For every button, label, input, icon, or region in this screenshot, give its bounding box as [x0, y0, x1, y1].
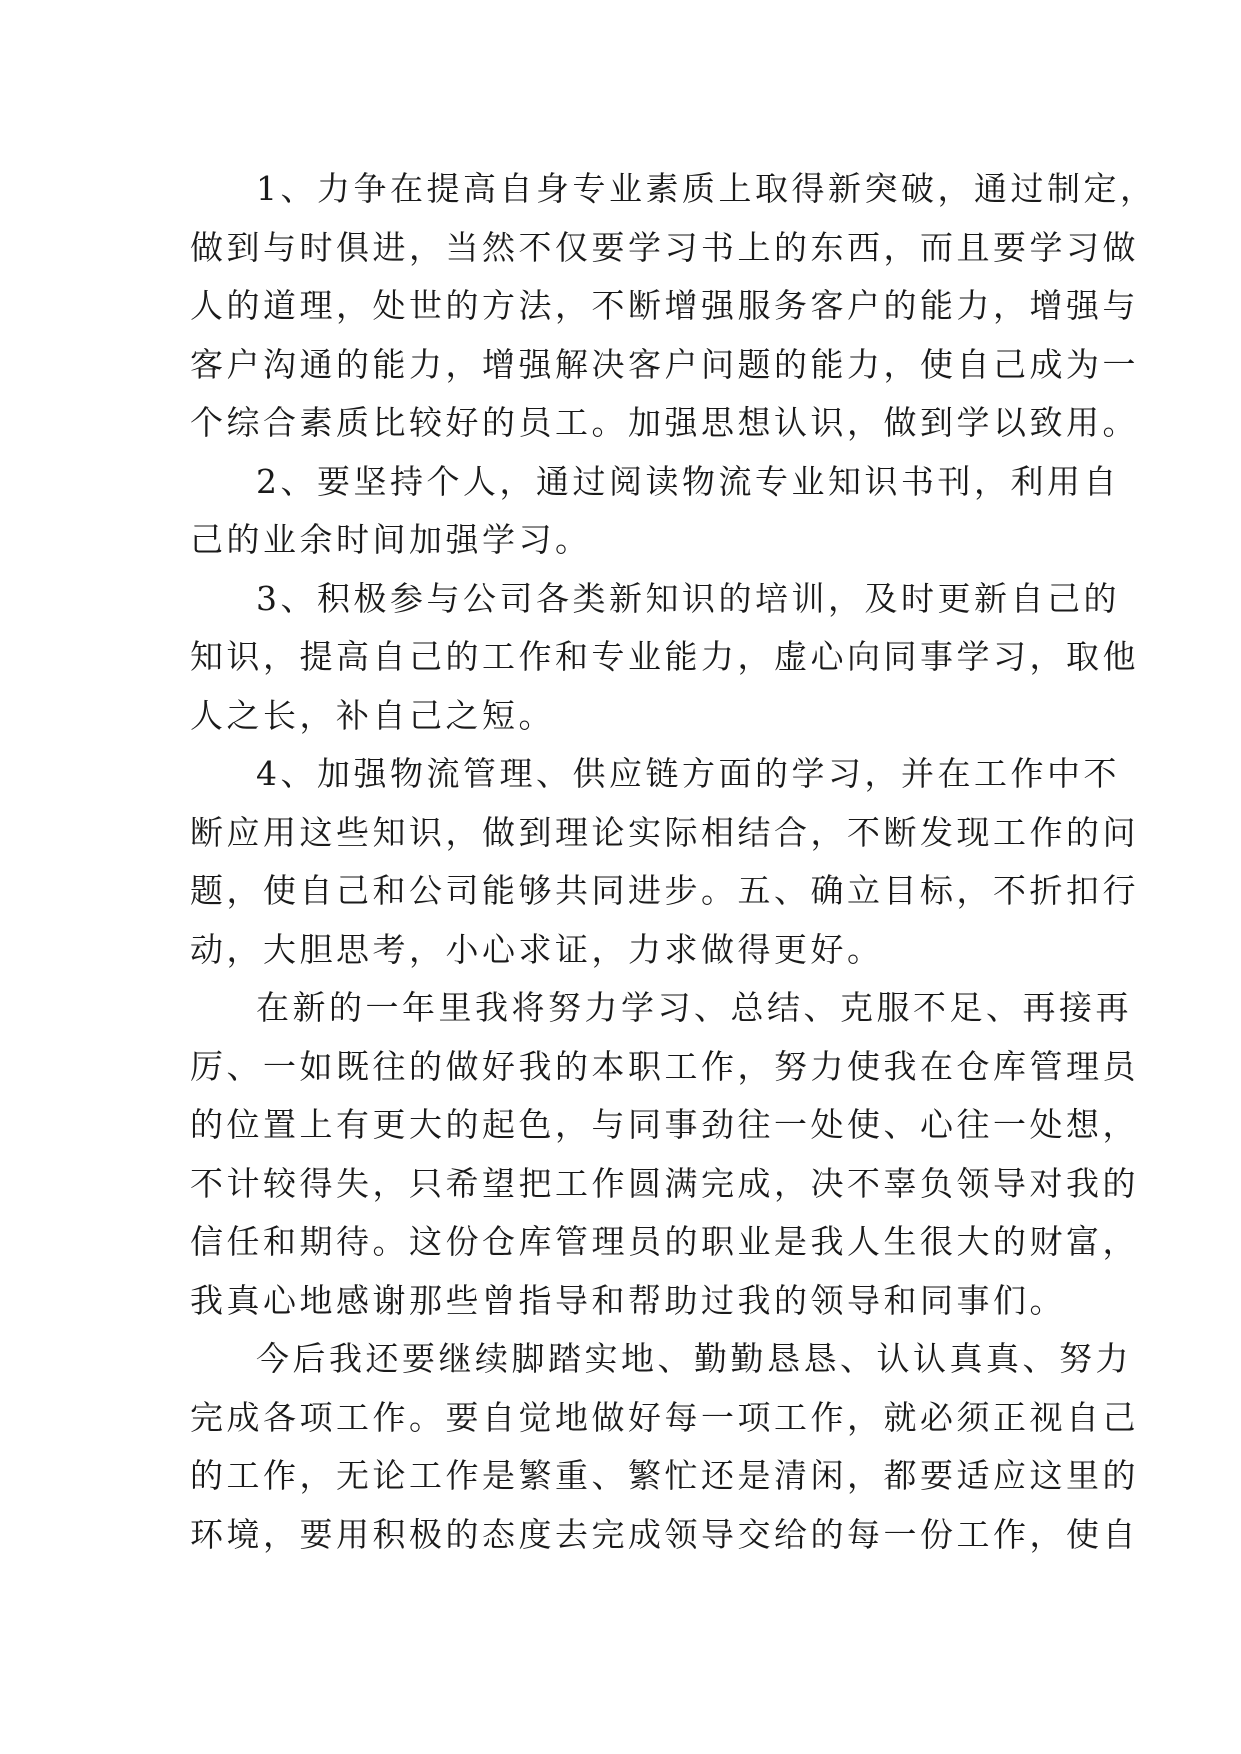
paragraph-first-line: 4、加强物流管理、供应链方面的学习，并在工作中不 — [256, 754, 1120, 793]
paragraph-first-line: 2、要坚持个人，通过阅读物流专业知识书刊，利用自 — [256, 461, 1120, 501]
text-line: 己的业余时间加强学习。 — [190, 520, 592, 559]
text-line: 厉、一如既往的做好我的本职工作，努力使我在仓库管理员 — [190, 1046, 1139, 1086]
text-line: 题，使自己和公司能够共同进步。五、确立目标，不折扣行 — [190, 871, 1139, 910]
paragraph-first-line: 1、力争在提高自身专业素质上取得新突破，通过制定， — [256, 169, 1157, 208]
text-line: 做到与时俱进，当然不仅要学习书上的东西，而且要学习做 — [190, 227, 1139, 267]
text-line: 人的道理，处世的方法，不断增强服务客户的能力，增强与 — [190, 286, 1139, 325]
document-body — [190, 160, 1157, 1564]
text-line: 信任和期待。这份仓库管理员的职业是我人生很大的财富， — [190, 1222, 1139, 1261]
paragraph-first-line: 今后我还要继续脚踏实地、勤勤恳恳、认认真真、努力 — [256, 1339, 1132, 1378]
paragraph-first-line: 3、积极参与公司各类新知识的培训，及时更新自己的 — [256, 578, 1120, 618]
text-line: 人之长，补自己之短。 — [190, 695, 555, 735]
text-line: 的位置上有更大的起色，与同事劲往一处使、心往一处想， — [190, 1105, 1139, 1144]
text-line: 客户沟通的能力，增强解决客户问题的能力，使自己成为一 — [190, 344, 1139, 384]
text-line: 断应用这些知识，做到理论实际相结合，不断发现工作的问 — [190, 812, 1139, 852]
text-line: 不计较得失，只希望把工作圆满完成，决不辜负领导对我的 — [190, 1163, 1139, 1203]
text-line: 知识，提高自己的工作和专业能力，虚心向同事学习，取他 — [190, 637, 1139, 676]
text-line: 完成各项工作。要自觉地做好每一项工作，就必须正视自己 — [190, 1397, 1139, 1437]
text-line: 环境，要用积极的态度去完成领导交给的每一份工作，使自 — [190, 1514, 1139, 1554]
paragraph-first-line: 在新的一年里我将努力学习、总结、克服不足、再接再 — [256, 988, 1132, 1027]
text-line: 我真心地感谢那些曾指导和帮助过我的领导和同事们。 — [190, 1280, 1066, 1320]
text-line: 的工作，无论工作是繁重、繁忙还是清闲，都要适应这里的 — [190, 1456, 1139, 1495]
text-line: 个综合素质比较好的员工。加强思想认识，做到学以致用。 — [190, 403, 1139, 442]
text-line: 动，大胆思考，小心求证，力求做得更好。 — [190, 929, 884, 969]
